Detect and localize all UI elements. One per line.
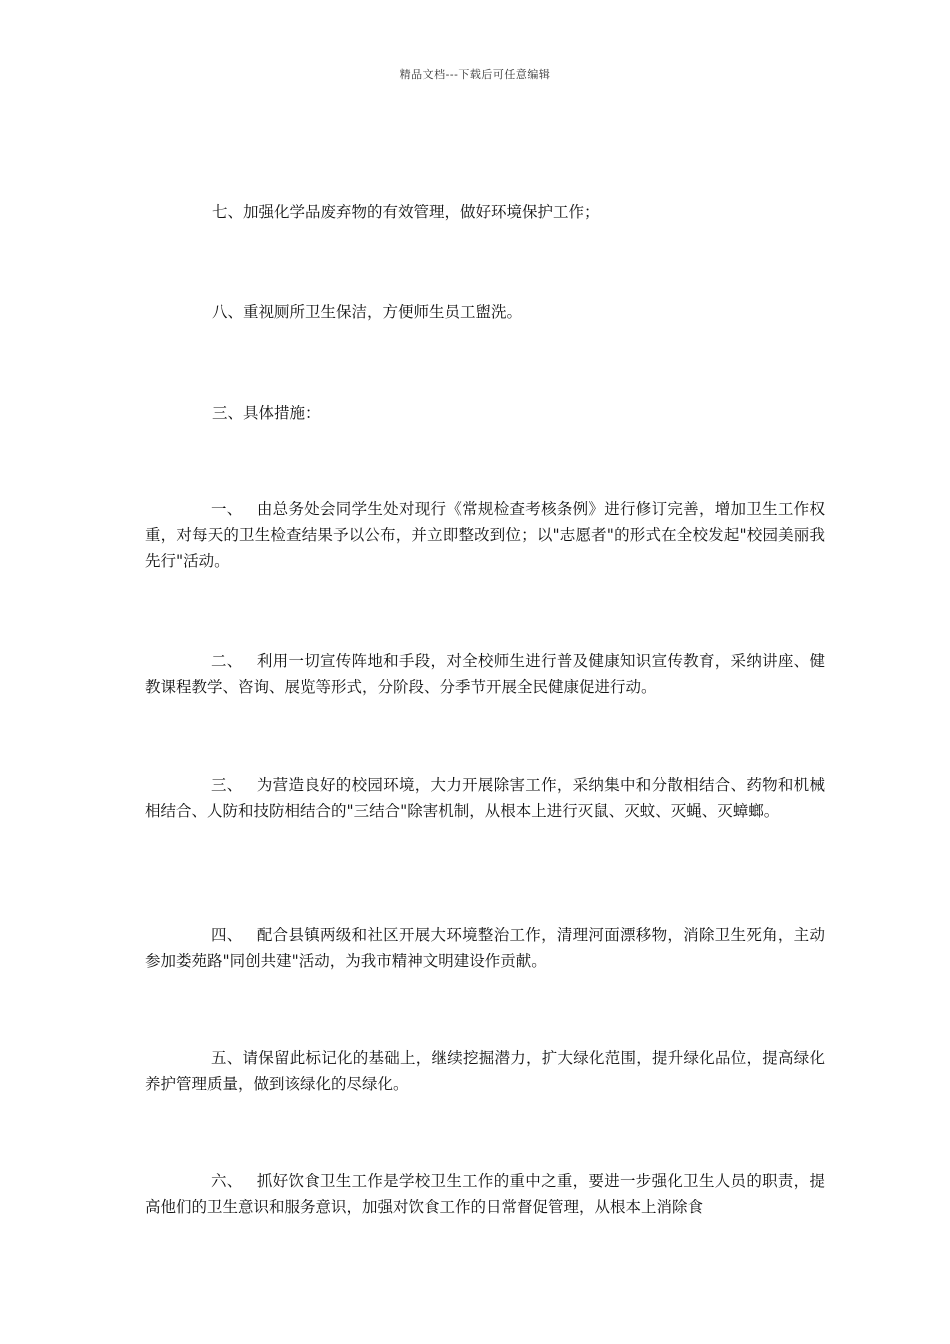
measure-paragraph-3 (145, 772, 825, 824)
measure-number: 一、 (211, 500, 243, 518)
measure-paragraph-5 (145, 1045, 825, 1097)
measure-text: 五、请保留此标记化的基础上，继续挖掘潜力，扩大绿化范围，提升绿化品位，提高绿化养护管理质量，做到该绿化的尽绿化。 (145, 1049, 825, 1093)
measure-text: 抓好饮食卫生工作是学校卫生工作的重中之重，要进一步强化卫生人员的职责，提高他们的卫生意识和服务意识，加强对饮食工作的日常督促管理，从根本上消除食 (145, 1172, 825, 1216)
measure-paragraph-2 (145, 648, 825, 700)
measure-paragraph-4 (145, 922, 825, 974)
measure-number: 二、 (211, 652, 243, 670)
page-header: 精品文档---下载后可任意编辑 (399, 68, 551, 81)
measure-number: 三、 (211, 776, 243, 794)
measure-text: 为营造良好的校园环境，大力开展除害工作，采纳集中和分散相结合、药物和机械相结合、人防和技防相结合的"三结合"除害机制，从根本上进行灭鼠、灭蚊、灭蝇、灭蟑螂。 (145, 776, 825, 820)
paragraph-item-8: 八、重视厕所卫生保洁，方便师生员工盥洗。 (212, 303, 523, 321)
measure-paragraph-6 (145, 1168, 825, 1220)
measure-text: 配合县镇两级和社区开展大环境整治工作，清理河面漂移物，消除卫生死角，主动参加娄苑路"同创共建"活动，为我市精神文明建设作贡献。 (145, 926, 825, 970)
section-heading-measures: 三、具体措施： (212, 404, 321, 422)
measure-text: 利用一切宣传阵地和手段，对全校师生进行普及健康知识宣传教育，采纳讲座、健教课程教学、咨询、展览等形式，分阶段、分季节开展全民健康促进行动。 (145, 652, 825, 696)
measure-number: 四、 (211, 926, 243, 944)
measure-text: 由总务处会同学生处对现行《常规检查考核条例》进行修订完善，增加卫生工作权重，对每天的卫生检查结果予以公布，并立即整改到位；以"志愿者"的形式在全校发起"校园美丽我先行"活动。 (145, 500, 825, 570)
measure-number: 六、 (211, 1172, 243, 1190)
paragraph-item-7: 七、加强化学品废弃物的有效管理，做好环境保护工作； (212, 203, 600, 221)
measure-paragraph-1 (145, 496, 825, 574)
